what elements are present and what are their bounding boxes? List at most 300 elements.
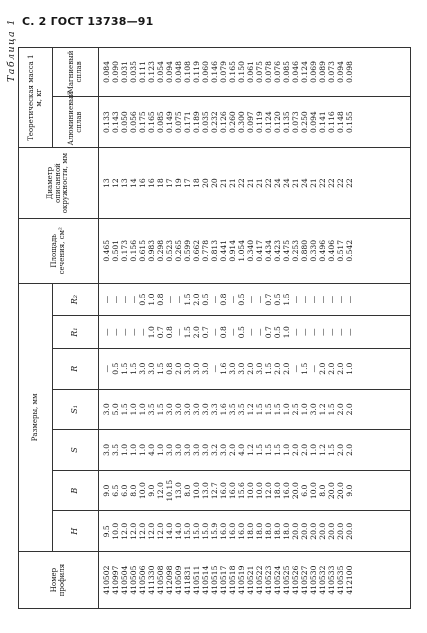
cell-magnesium: 0.146 (210, 61, 219, 83)
cell-profile-number: 410522 (255, 565, 264, 595)
cell-profile-number: 410504 (120, 565, 129, 595)
column-magnesium (99, 48, 411, 97)
header-profile-number: Номер профиля (19, 552, 99, 609)
cell-profile-number: 412100 (345, 565, 354, 595)
cell-s: 3.5 (111, 443, 120, 457)
cell-area: 0.914 (228, 239, 237, 262)
cell-b: 13.0 (201, 482, 210, 500)
cell-r: 1.5 (156, 362, 165, 375)
cell-diameter: 24 (282, 178, 291, 188)
cell-s1: 2.5 (291, 403, 300, 416)
cell-magnesium: 0.048 (174, 61, 183, 83)
cell-diameter: 17 (165, 178, 174, 188)
cell-r2: — (327, 295, 336, 304)
cell-r: 2.0 (336, 362, 345, 375)
cell-s: 2.0 (345, 443, 354, 457)
cell-b: 20.0 (291, 482, 300, 500)
cell-r2: 0.5 (138, 293, 147, 306)
cell-s1: 1.0 (129, 403, 138, 416)
header-r: R (53, 348, 99, 389)
cell-aluminum: 0.097 (246, 111, 255, 133)
cell-aluminum: 0.124 (264, 111, 273, 133)
cell-magnesium: 0.076 (273, 61, 282, 83)
cell-r: 3.0 (237, 362, 246, 375)
cell-s: 3.0 (174, 443, 183, 457)
cell-r1: — (129, 328, 138, 336)
cell-r1: — (228, 328, 237, 336)
cell-s: 3.0 (183, 443, 192, 457)
cell-r1: — (138, 328, 147, 336)
cell-r1: — (210, 328, 219, 336)
cell-magnesium: 0.085 (282, 61, 291, 83)
cell-diameter: 21 (255, 178, 264, 188)
cell-h: 20.0 (327, 522, 336, 540)
cell-r2: 1.5 (282, 293, 291, 306)
cell-b: 9.0 (102, 484, 111, 497)
cell-area: 0.813 (210, 239, 219, 262)
cell-magnesium: 0.098 (345, 61, 354, 83)
cell-diameter: 18 (156, 178, 165, 188)
header-b: B (53, 470, 99, 511)
cell-area: 0.501 (111, 239, 120, 262)
cell-diameter: 22 (345, 178, 354, 188)
table-caption: Таблица 1 (6, 18, 17, 82)
column-diameter (99, 148, 411, 218)
cell-area: 0.599 (183, 239, 192, 262)
cell-s1: 1.5 (156, 403, 165, 416)
cell-profile-number: 410514 (201, 565, 210, 595)
cell-b: 20.0 (327, 482, 336, 500)
header-s: S (53, 430, 99, 471)
cell-h: 20.0 (336, 522, 345, 540)
cell-s: 2.0 (300, 443, 309, 457)
cell-s: 1.0 (120, 443, 129, 457)
cell-diameter: 17 (183, 178, 192, 188)
cell-diameter: 21 (246, 178, 255, 188)
header-r2: R₂ (53, 283, 99, 316)
cell-r2: 1.0 (147, 293, 156, 306)
header-dimensions: Размеры, мм (19, 283, 53, 551)
cell-r: 0.8 (165, 362, 174, 375)
cell-area: 0.983 (147, 239, 156, 262)
cell-s: 1.5 (264, 443, 273, 457)
cell-r1: 1.0 (282, 326, 291, 339)
cell-magnesium: 0.035 (129, 61, 138, 83)
cell-area: 0.496 (318, 239, 327, 262)
header-magnesium: Магниевый сплав (53, 48, 99, 97)
cell-h: 18.0 (246, 522, 255, 540)
cell-r1: 1.0 (147, 326, 156, 339)
column-aluminum (99, 96, 411, 147)
cell-h: 12.0 (147, 522, 156, 540)
cell-r1: 0.8 (165, 326, 174, 339)
cell-h: 18.0 (273, 522, 282, 540)
cell-h: 18.0 (282, 522, 291, 540)
cell-area: 0.406 (327, 239, 336, 262)
cell-r: 2.0 (282, 362, 291, 375)
cell-b: 6.5 (111, 484, 120, 497)
cell-r: 3.0 (201, 362, 210, 375)
cell-s: 1.0 (156, 443, 165, 457)
column-s1 (99, 389, 411, 430)
cell-magnesium: 0.060 (201, 61, 210, 83)
column-r (99, 348, 411, 389)
cell-magnesium: 0.094 (336, 61, 345, 83)
cell-r1: — (120, 328, 129, 336)
cell-magnesium: 0.119 (192, 61, 201, 83)
cell-area: 0.517 (336, 239, 345, 262)
cell-r1: — (291, 328, 300, 336)
cell-s: 1.5 (255, 443, 264, 457)
cell-diameter: 13 (102, 178, 111, 188)
cell-r1: — (300, 328, 309, 336)
header-diameter: Диаметр описанной окружности, мм (19, 148, 99, 218)
cell-s: 2.0 (291, 443, 300, 457)
cell-h: 18.0 (255, 522, 264, 540)
cell-diameter: 16 (138, 178, 147, 188)
cell-magnesium: 0.150 (237, 61, 246, 83)
cell-area: 0.340 (246, 239, 255, 262)
cell-r2: — (300, 295, 309, 304)
cell-s1: 3.0 (174, 403, 183, 416)
cell-b: 9.0 (147, 484, 156, 497)
column-r2 (99, 283, 411, 316)
cell-h: 20.0 (318, 522, 327, 540)
cell-r2: — (102, 295, 111, 304)
cell-s1: 1.5 (255, 403, 264, 416)
cell-area: 0.156 (129, 239, 138, 262)
cell-s1: 1.2 (246, 403, 255, 416)
cell-aluminum: 0.300 (237, 111, 246, 133)
cell-h: 15.0 (183, 522, 192, 540)
cell-b: 8.0 (129, 484, 138, 497)
cell-b: 8.0 (183, 484, 192, 497)
header-aluminum: Алюминиевый сплав (53, 96, 99, 147)
cell-profile-number: 410515 (210, 565, 219, 595)
cell-magnesium: 0.054 (156, 61, 165, 83)
cell-s1: 3.5 (237, 403, 246, 416)
cell-s: 1.5 (327, 443, 336, 457)
cell-r1: — (327, 328, 336, 336)
cell-r: 2.0 (174, 362, 183, 375)
cell-r1: — (246, 328, 255, 336)
cell-s: 1.0 (129, 443, 138, 457)
cell-s: 4.0 (237, 443, 246, 457)
cell-diameter: 14 (129, 178, 138, 188)
cell-profile-number: 410511 (192, 565, 201, 595)
cell-profile-number: 410527 (300, 565, 309, 595)
cell-r1: 0.5 (273, 326, 282, 339)
header-r1: R₁ (53, 316, 99, 349)
cell-r2: — (129, 295, 138, 304)
cell-magnesium: 0.046 (291, 61, 300, 83)
cell-profile-number: 412098 (165, 565, 174, 595)
cell-area: 0.265 (174, 239, 183, 262)
cell-b: 10.0 (255, 482, 264, 500)
cell-magnesium: 0.165 (228, 61, 237, 83)
cell-r: 1.0 (345, 362, 354, 375)
cell-r: 1.5 (300, 362, 309, 375)
cell-area: 0.542 (345, 239, 354, 262)
cell-h: 16.0 (237, 522, 246, 540)
cell-aluminum: 0.133 (102, 111, 111, 133)
cell-s: 3.2 (210, 443, 219, 457)
column-r1 (99, 316, 411, 349)
cell-r2: 2.0 (192, 293, 201, 306)
cell-s: 4.0 (147, 443, 156, 457)
cell-b: 10.0 (138, 482, 147, 500)
cell-r1: 2.0 (192, 326, 201, 339)
cell-s: 3.0 (192, 443, 201, 457)
cell-r: 3.0 (255, 362, 264, 375)
cell-aluminum: 0.035 (201, 111, 210, 133)
cell-b: 15.6 (237, 482, 246, 500)
cell-r: 3.0 (183, 362, 192, 375)
cell-b: 10.15 (165, 479, 174, 502)
cell-r: 2.0 (246, 362, 255, 375)
cell-r2: — (336, 295, 345, 304)
cell-diameter: 19 (174, 178, 183, 188)
cell-b: 12.0 (264, 482, 273, 500)
cell-aluminum: 0.155 (345, 111, 354, 133)
cell-diameter: 21 (291, 178, 300, 188)
cell-r: — (102, 364, 111, 373)
cell-s1: 1.6 (219, 403, 228, 416)
cell-b: 8.0 (318, 484, 327, 497)
cell-s1: 1.2 (318, 403, 327, 416)
column-profile-number (99, 552, 411, 609)
cell-h: 12.0 (138, 522, 147, 540)
cell-profile-number: 410535 (336, 565, 345, 595)
cell-profile-number: 410524 (273, 565, 282, 595)
cell-diameter: 12 (111, 178, 120, 188)
cell-s1: 1.0 (138, 403, 147, 416)
cell-diameter: 24 (273, 178, 282, 188)
cell-profile-number: 410523 (264, 565, 273, 595)
cell-r1: 0.7 (201, 326, 210, 339)
cell-diameter: 20 (201, 178, 210, 188)
cell-r2: — (165, 295, 174, 304)
cell-r1: — (345, 328, 354, 336)
cell-diameter: 21 (309, 178, 318, 188)
cell-area: 0.253 (291, 239, 300, 262)
cell-b: 9.0 (345, 484, 354, 497)
cell-profile-number: 410525 (282, 565, 291, 595)
cell-r: 3.0 (138, 362, 147, 375)
cell-area: 0.778 (201, 239, 210, 262)
header-s1: S₁ (53, 389, 99, 430)
cell-h: 15.0 (192, 522, 201, 540)
cell-profile-number: 410530 (309, 565, 318, 595)
cell-h: 12.0 (129, 522, 138, 540)
cell-profile-number: 410526 (291, 565, 300, 595)
cell-area: 0.662 (192, 239, 201, 262)
cell-r: — (309, 364, 318, 373)
cell-aluminum: 0.232 (210, 111, 219, 133)
cell-b: 10.0 (309, 482, 318, 500)
cell-b: 6.0 (120, 484, 129, 497)
cell-diameter: 22 (318, 178, 327, 188)
cell-r: — (210, 364, 219, 373)
cell-profile-number: 410506 (138, 565, 147, 595)
cell-magnesium: 0.075 (255, 61, 264, 83)
cell-area: 0.615 (138, 239, 147, 262)
cell-magnesium: 0.061 (246, 61, 255, 83)
cell-profile-number: 410508 (156, 565, 165, 595)
cell-s: 1.2 (246, 443, 255, 457)
cell-b: 13.0 (174, 482, 183, 500)
cell-r2: 1.5 (183, 293, 192, 306)
cell-profile-number: 410521 (246, 565, 255, 595)
cell-magnesium: 0.123 (147, 61, 156, 83)
cell-aluminum: 0.075 (174, 111, 183, 133)
cell-s1: 2.0 (336, 403, 345, 416)
cell-diameter: 21 (228, 178, 237, 188)
cell-b: 12.0 (156, 482, 165, 500)
cell-profile-number: 411330 (147, 565, 156, 595)
cell-s: 3.0 (201, 443, 210, 457)
cell-b: 10.0 (192, 482, 201, 500)
cell-r1: — (174, 328, 183, 336)
cell-area: 0.880 (300, 239, 309, 262)
cell-s1: 1.0 (282, 403, 291, 416)
cell-r: 2.0 (273, 362, 282, 375)
cell-profile-number: 410518 (228, 565, 237, 595)
cell-h: 9.5 (102, 525, 111, 538)
cell-magnesium: 0.079 (219, 61, 228, 83)
cell-magnesium: 0.069 (309, 61, 318, 83)
cell-h: 20.0 (300, 522, 309, 540)
cell-aluminum: 0.141 (318, 111, 327, 133)
cell-r1: — (255, 328, 264, 336)
cell-s1: 1.5 (264, 403, 273, 416)
page-header: С. 2 ГОСТ 13738—91 (22, 15, 154, 28)
cell-area: 0.330 (309, 239, 318, 262)
cell-b: 20.0 (336, 482, 345, 500)
profile-table (18, 47, 411, 609)
cell-h: 20.0 (309, 522, 318, 540)
cell-s: 1.0 (138, 443, 147, 457)
cell-aluminum: 0.165 (147, 111, 156, 133)
cell-r2: 0.5 (237, 293, 246, 306)
cell-r: 3.0 (228, 362, 237, 375)
cell-area: 0.298 (156, 239, 165, 262)
cell-r2: — (255, 295, 264, 304)
cell-r2: — (291, 295, 300, 304)
cell-r2: — (111, 295, 120, 304)
cell-r2: 0.5 (273, 293, 282, 306)
cell-s1: 3.0 (102, 403, 111, 416)
cell-area: 0.423 (273, 239, 282, 262)
cell-r1: — (318, 328, 327, 336)
cell-profile-number: 410517 (219, 565, 228, 595)
cell-magnesium: 0.078 (264, 61, 273, 83)
cell-s1: 3.0 (183, 403, 192, 416)
cell-h: 12.0 (120, 522, 129, 540)
cell-h: 16.0 (228, 522, 237, 540)
cell-aluminum: 0.143 (111, 111, 120, 133)
cell-s1: 3.3 (210, 403, 219, 416)
cell-diameter: 22 (327, 178, 336, 188)
cell-b: 18.0 (273, 482, 282, 500)
cell-profile-number: 410502 (102, 565, 111, 595)
cell-r: 2.0 (318, 362, 327, 375)
cell-s1: 3.0 (309, 403, 318, 416)
cell-magnesium: 0.124 (300, 61, 309, 83)
cell-diameter: 16 (147, 178, 156, 188)
cell-h: 18.0 (264, 522, 273, 540)
cell-aluminum: 0.171 (183, 111, 192, 133)
cell-h: 14.0 (174, 522, 183, 540)
cell-diameter: 13 (120, 178, 129, 188)
cell-profile-number: 410505 (129, 565, 138, 595)
cell-s1: 1.5 (273, 403, 282, 416)
cell-r1: 0.8 (219, 326, 228, 339)
cell-h: 20.0 (345, 522, 354, 540)
cell-magnesium: 0.108 (183, 61, 192, 83)
cell-s: 2.0 (336, 443, 345, 457)
cell-r1: 0.7 (156, 326, 165, 339)
column-area (99, 218, 411, 283)
cell-aluminum: 0.120 (273, 111, 282, 133)
cell-r: 1.5 (120, 362, 129, 375)
cell-aluminum: 0.149 (165, 111, 174, 133)
cell-aluminum: 0.073 (291, 111, 300, 133)
cell-aluminum: 0.189 (192, 111, 201, 133)
cell-s1: 2.0 (345, 403, 354, 416)
cell-r: 1.6 (219, 362, 228, 375)
cell-r2: 0.5 (201, 293, 210, 306)
cell-profile-number: 410533 (327, 565, 336, 595)
cell-profile-number: 410532 (318, 565, 327, 595)
cell-aluminum: 0.116 (327, 111, 336, 133)
cell-s1: 1.5 (120, 403, 129, 416)
cell-b: 10.0 (246, 482, 255, 500)
column-b (99, 470, 411, 511)
cell-s1: 3.0 (165, 403, 174, 416)
cell-diameter: 22 (336, 178, 345, 188)
cell-b: 12.7 (210, 482, 219, 500)
cell-r: 0.5 (111, 362, 120, 375)
cell-magnesium: 0.084 (102, 61, 111, 83)
cell-b: 16.0 (219, 482, 228, 500)
cell-diameter: 21 (219, 178, 228, 188)
cell-s: 2.0 (228, 443, 237, 457)
cell-r: 3.0 (147, 362, 156, 375)
cell-s: 1.5 (273, 443, 282, 457)
cell-diameter: 22 (264, 178, 273, 188)
cell-s: 3.0 (102, 443, 111, 457)
cell-aluminum: 0.056 (129, 111, 138, 133)
cell-magnesium: 0.094 (165, 61, 174, 83)
cell-magnesium: 0.031 (120, 61, 129, 83)
column-h (99, 511, 411, 552)
cell-area: 0.173 (120, 239, 129, 262)
cell-h: 20.0 (291, 522, 300, 540)
cell-r1: — (111, 328, 120, 336)
cell-r1: 1.5 (183, 326, 192, 339)
cell-s: 3.0 (165, 443, 174, 457)
cell-s1: 3.5 (228, 403, 237, 416)
cell-profile-number: 410997 (111, 565, 120, 595)
cell-aluminum: 0.094 (309, 111, 318, 133)
column-s (99, 430, 411, 471)
cell-r2: — (120, 295, 129, 304)
cell-r2: — (309, 295, 318, 304)
cell-r2: — (210, 295, 219, 304)
cell-profile-number: 410509 (174, 565, 183, 595)
cell-s1: 3.5 (147, 403, 156, 416)
